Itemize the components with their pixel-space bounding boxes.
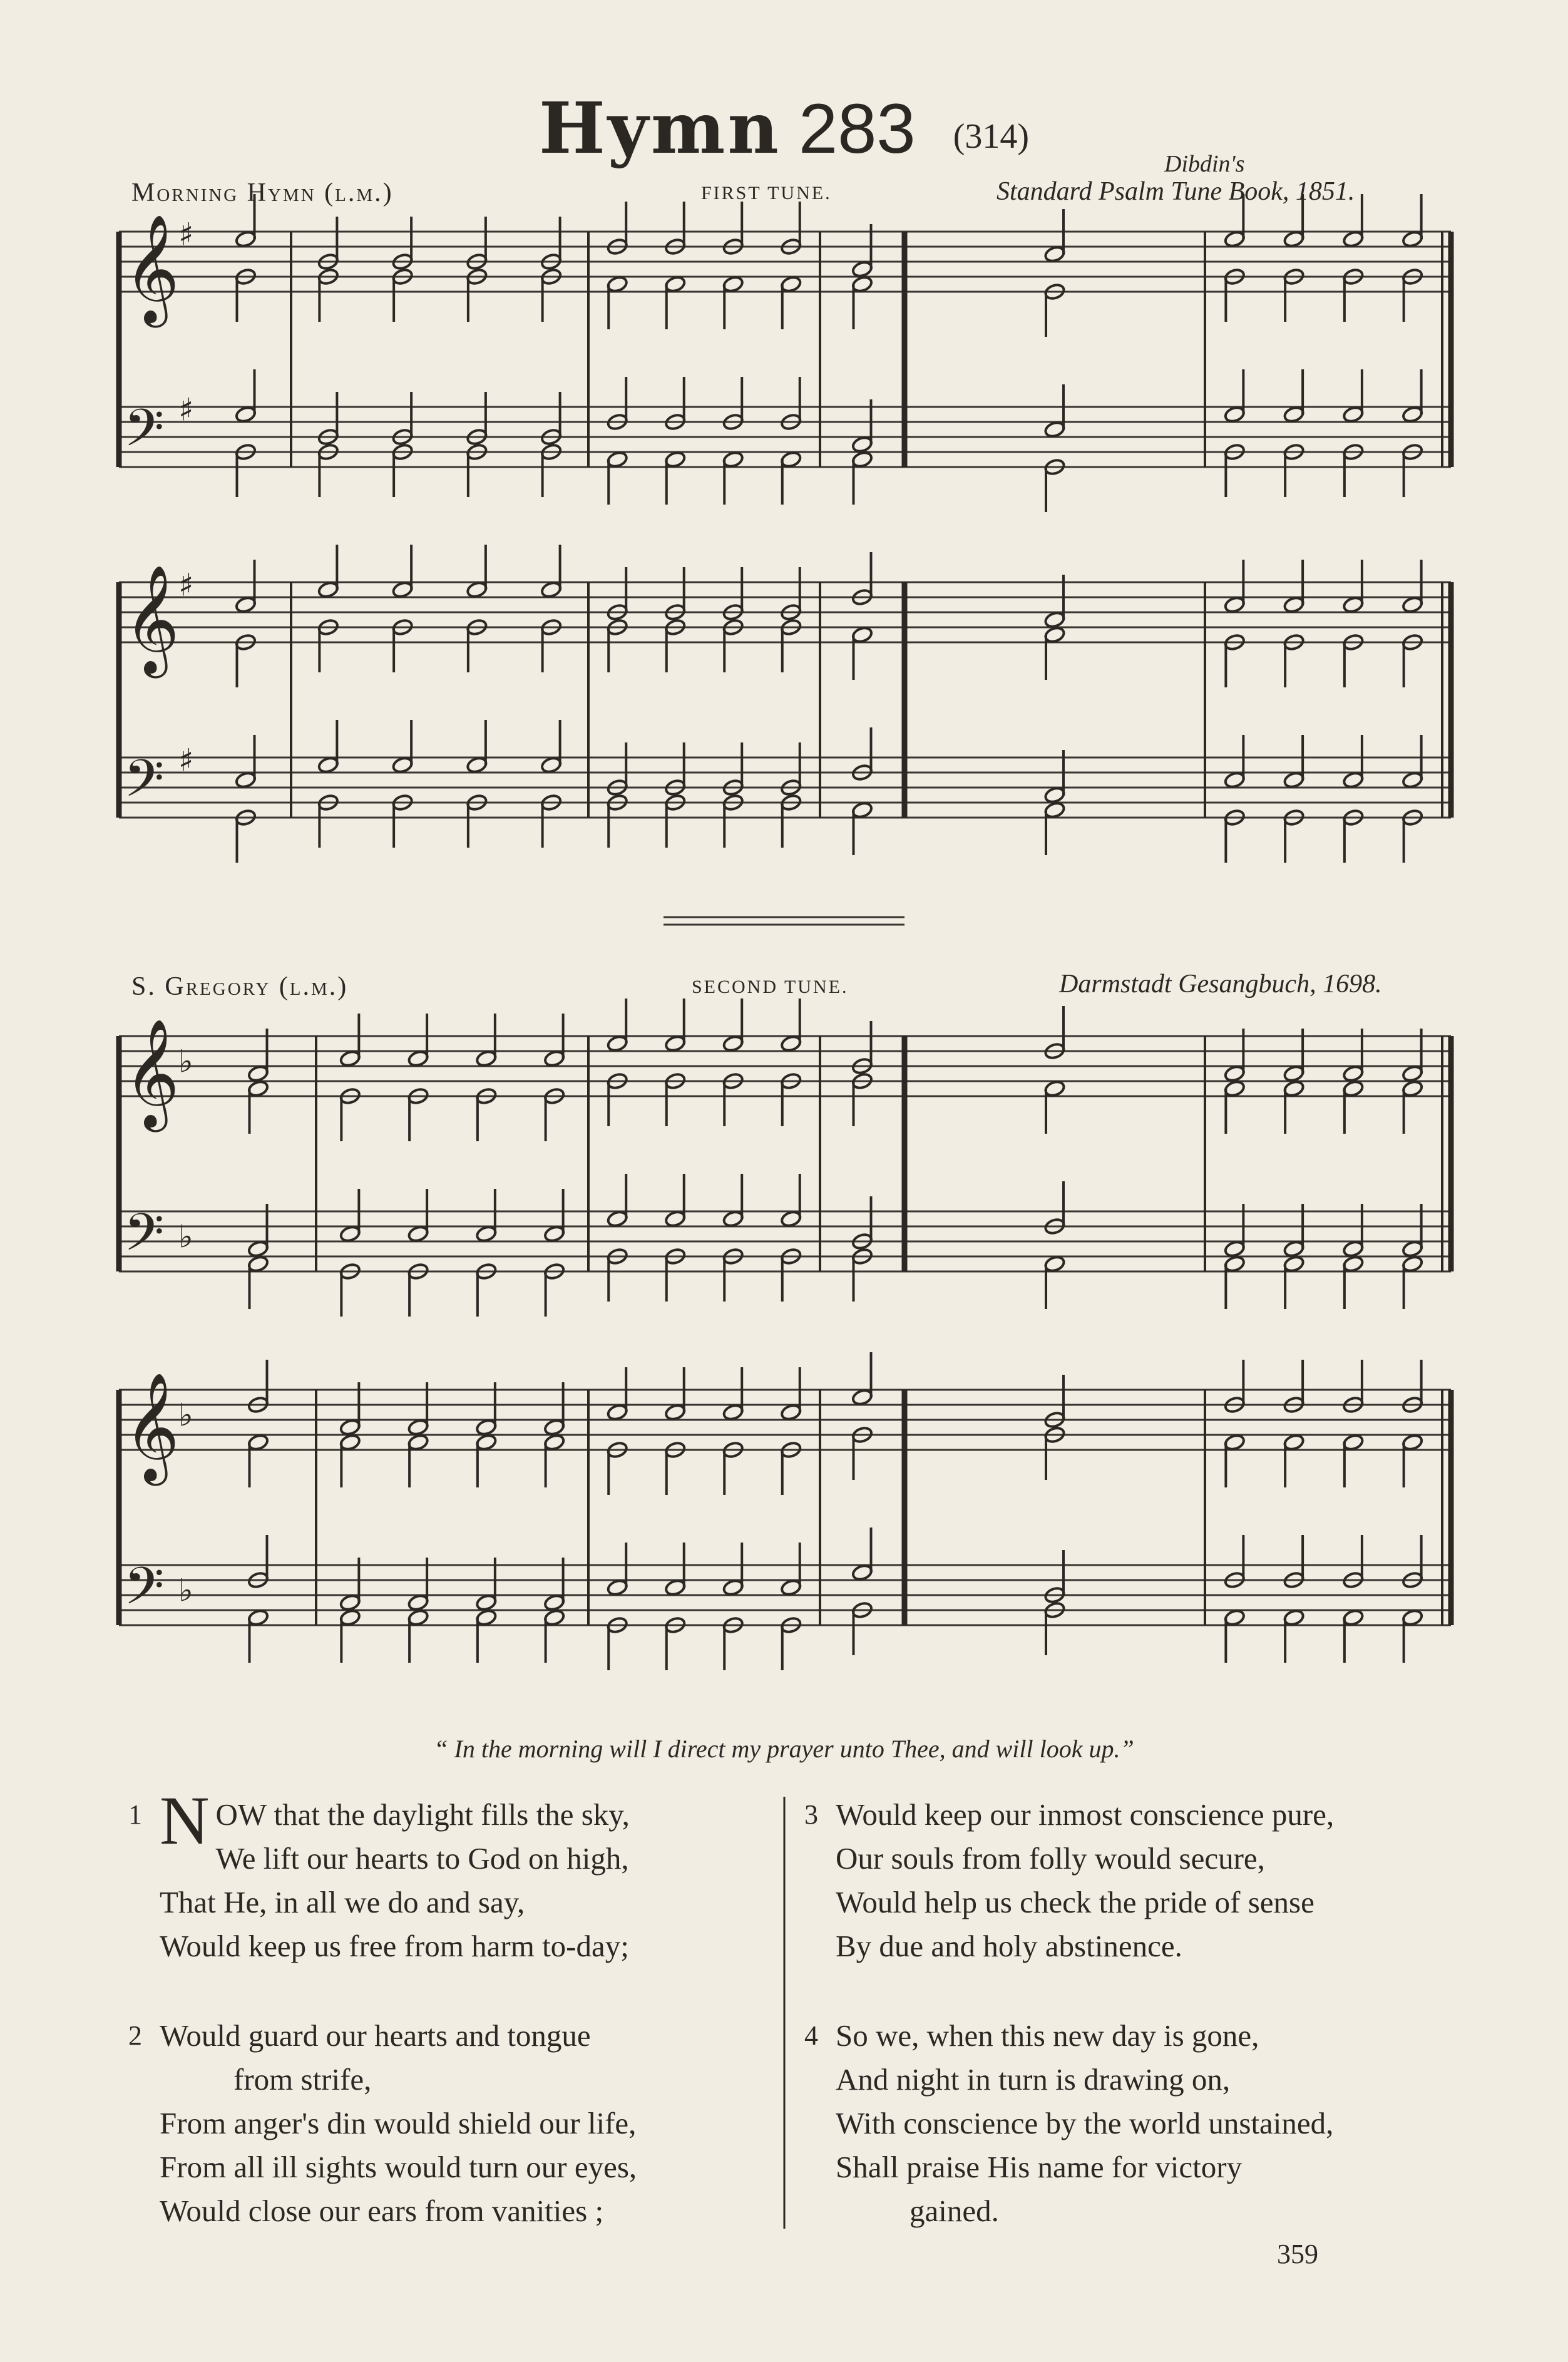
verse-line: Would keep us free from harm to-day; [160, 1929, 629, 1963]
page-number: 359 [1277, 2239, 1318, 2269]
verse-line: We lift our hearts to God on high, [215, 1841, 629, 1876]
tune2-name: S. Gregory (l.m.) [131, 972, 349, 1001]
flat-icon: ♭ [178, 1572, 193, 1609]
verse-line: Would keep our inmost conscience pure, [836, 1797, 1335, 1832]
treble-clef-icon: 𝄞 [124, 1372, 180, 1481]
verse-line: And night in turn is drawing on, [836, 2062, 1231, 2097]
bass-clef-icon: 𝄢 [124, 1556, 165, 1629]
treble-clef-icon: 𝄞 [124, 565, 180, 674]
sharp-icon: ♯ [178, 391, 194, 428]
treble-clef-icon: 𝄞 [124, 214, 180, 323]
tune2-label: SECOND TUNE. [692, 977, 849, 997]
tune1-source: Standard Psalm Tune Book, 1851. [997, 177, 1355, 206]
verse-number: 1 [128, 1799, 142, 1830]
flat-icon: ♭ [178, 1397, 193, 1434]
bass-clef-icon: 𝄢 [124, 1202, 165, 1275]
sharp-icon: ♯ [178, 567, 194, 603]
epigraph: “ In the morning will I direct my prayer unto Thee, and will look up.” [434, 1735, 1134, 1763]
verse-1 [128, 1782, 779, 1968]
verse-line: from strife, [233, 2062, 372, 2097]
verse-line: Would close our ears from vanities ; [160, 2194, 604, 2228]
verse-line: Would help us check the pride of sense [836, 1885, 1314, 1919]
verse-line: So we, when this new day is gone, [836, 2018, 1259, 2053]
verse-line: From anger's din would shield our life, [160, 2106, 637, 2140]
flat-icon: ♭ [178, 1043, 193, 1080]
verse-line: From all ill sights would turn our eyes, [160, 2150, 637, 2184]
sharp-icon: ♯ [178, 742, 194, 779]
verse-line: gained. [910, 2194, 999, 2228]
verse-number: 2 [128, 2020, 142, 2051]
sharp-icon: ♯ [178, 216, 194, 253]
verse-line: OW that the daylight fills the sky, [215, 1797, 630, 1832]
verse-line: Our souls from folly would secure, [836, 1841, 1265, 1876]
tune1-name: Morning Hymn (l.m.) [131, 178, 394, 207]
hymn-word: Hymn [538, 88, 781, 170]
drop-cap: N [160, 1782, 210, 1859]
tune1-label: FIRST TUNE. [701, 183, 832, 203]
verse-line: Shall praise His name for victory [836, 2150, 1243, 2184]
hymn-number: 283 [798, 90, 916, 168]
flat-icon: ♭ [178, 1218, 193, 1255]
verse-line: That He, in all we do and say, [160, 1885, 525, 1919]
verse-line: By due and holy abstinence. [836, 1929, 1182, 1963]
treble-clef-icon: 𝄞 [124, 1019, 180, 1127]
verse-line: With conscience by the world unstained, [836, 2106, 1334, 2140]
verse-3 [804, 1793, 1462, 1968]
verse-number: 4 [804, 2020, 818, 2051]
column-divider [781, 1797, 787, 2229]
bass-clef-icon: 𝄢 [124, 398, 165, 471]
hymn-alt-number: (314) [953, 117, 1029, 157]
verse-4 [804, 2014, 1462, 2233]
verse-line: Would guard our hearts and tongue [160, 2018, 591, 2053]
bass-clef-icon: 𝄢 [124, 748, 165, 821]
verse-2 [128, 2014, 779, 2233]
verse-number: 3 [804, 1799, 818, 1830]
tune2-source: Darmstadt Gesangbuch, 1698. [1059, 970, 1382, 999]
source-attribution-line1: Dibdin's [1164, 151, 1245, 177]
